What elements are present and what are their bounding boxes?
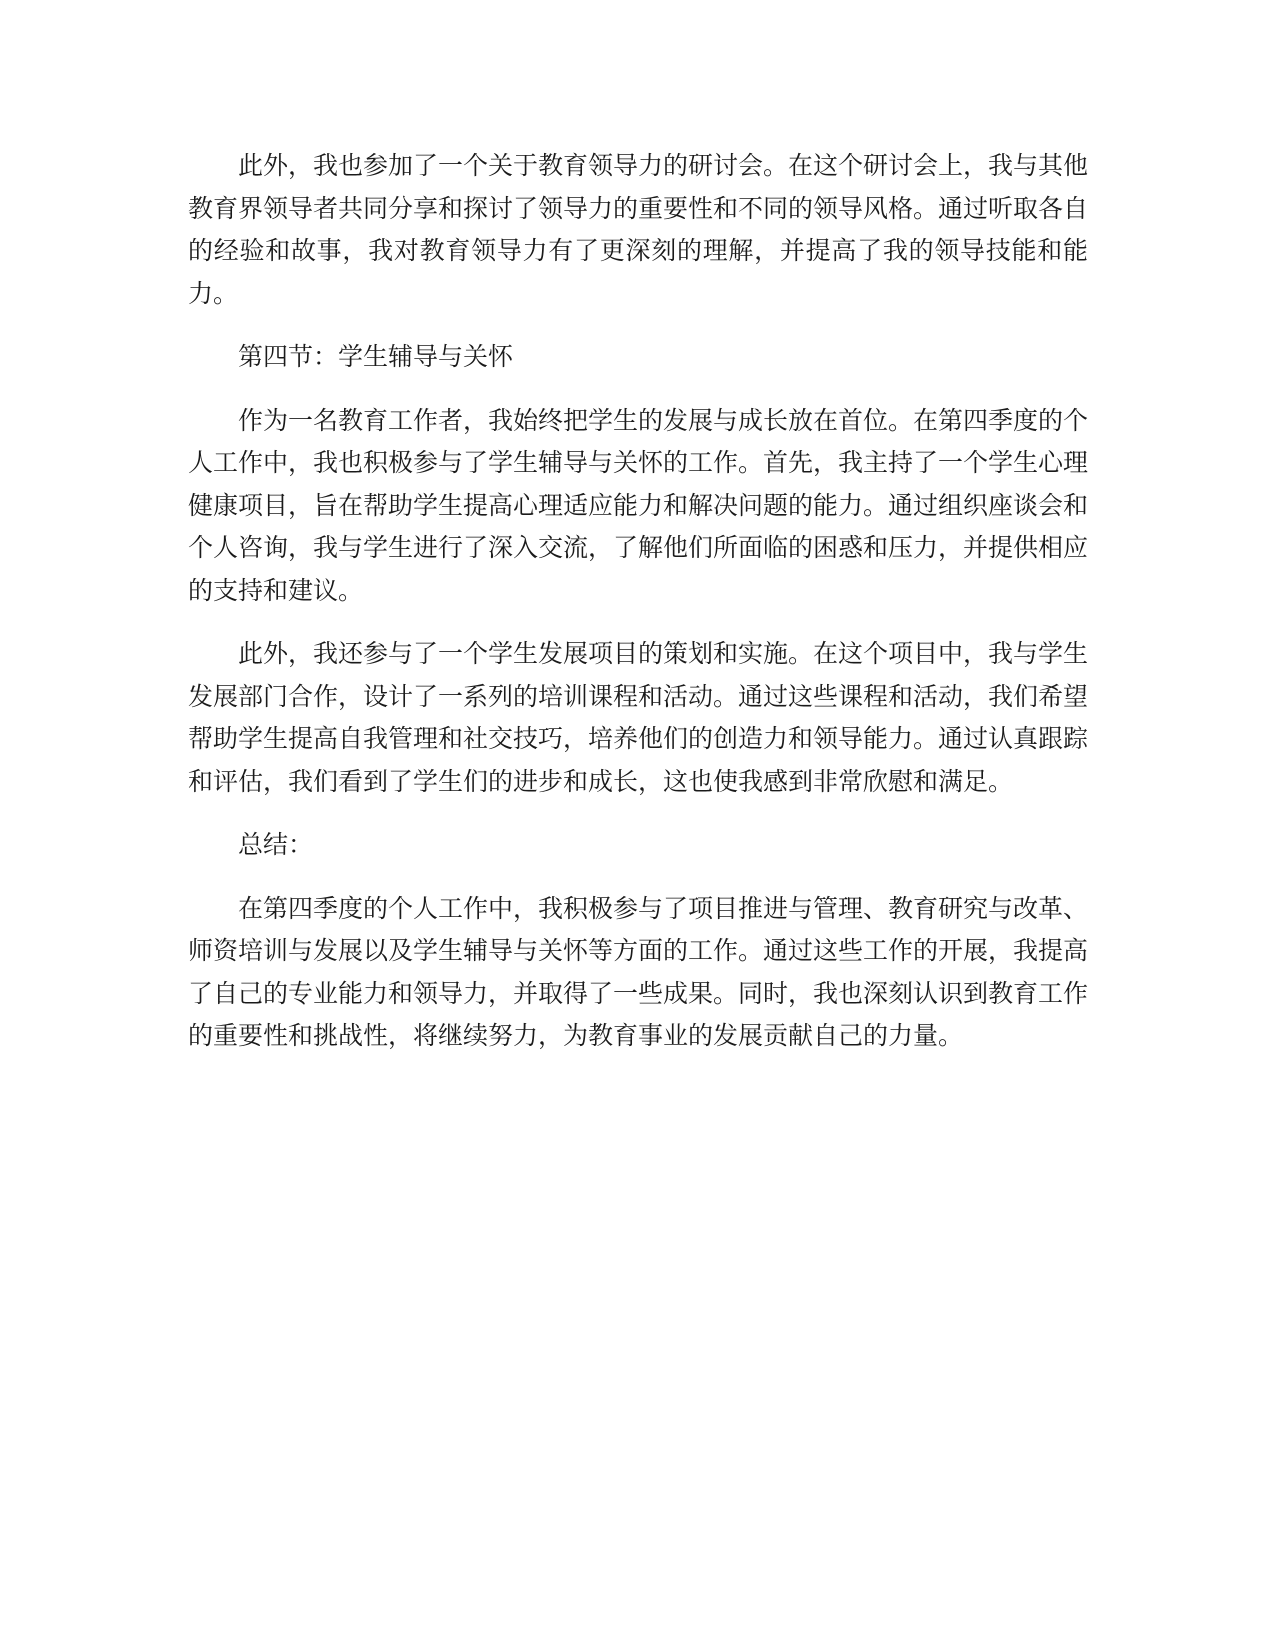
section-heading-student-guidance: 第四节：学生辅导与关怀 bbox=[238, 342, 514, 371]
paragraph-leadership-seminar: 此外，我也参加了一个关于教育领导力的研讨会。在这个研讨会上，我与其他教育界领导者共同分享和探讨了领导力的重要性和不同的领导风格。通过听取各自的经验和故事，我对教育领导力有了更深刻的理解，并提高了我的领导技能和能力。 bbox=[188, 151, 1089, 308]
paragraph-student-mental-health: 作为一名教育工作者，我始终把学生的发展与成长放在首位。在第四季度的个人工作中，我也积极参与了学生辅导与关怀的工作。首先，我主持了一个学生心理健康项目，旨在帮助学生提高心理适应能力和解决问题的能力。通过组织座谈会和个人咨询，我与学生进行了深入交流，了解他们所面临的困惑和压力，并提供相应的支持和建议。 bbox=[188, 405, 1089, 605]
section-heading-summary: 总结： bbox=[238, 830, 314, 859]
paragraph-student-development: 此外，我还参与了一个学生发展项目的策划和实施。在这个项目中，我与学生发展部门合作，设计了一系列的培训课程和活动。通过这些课程和活动，我们希望帮助学生提高自我管理和社交技巧，培养他们的创造力和领导能力。通过认真跟踪和评估，我们看到了学生们的进步和成长，这也使我感到非常欣慰和满足。 bbox=[188, 639, 1089, 796]
document-page bbox=[188, 145, 1088, 1079]
paragraph-summary: 在第四季度的个人工作中，我积极参与了项目推进与管理、教育研究与改革、师资培训与发展以及学生辅导与关怀等方面的工作。通过这些工作的开展，我提高了自己的专业能力和领导力，并取得了一些成果。同时，我也深刻认识到教育工作的重要性和挑战性，将继续努力，为教育事业的发展贡献自己的力量。 bbox=[188, 893, 1089, 1050]
